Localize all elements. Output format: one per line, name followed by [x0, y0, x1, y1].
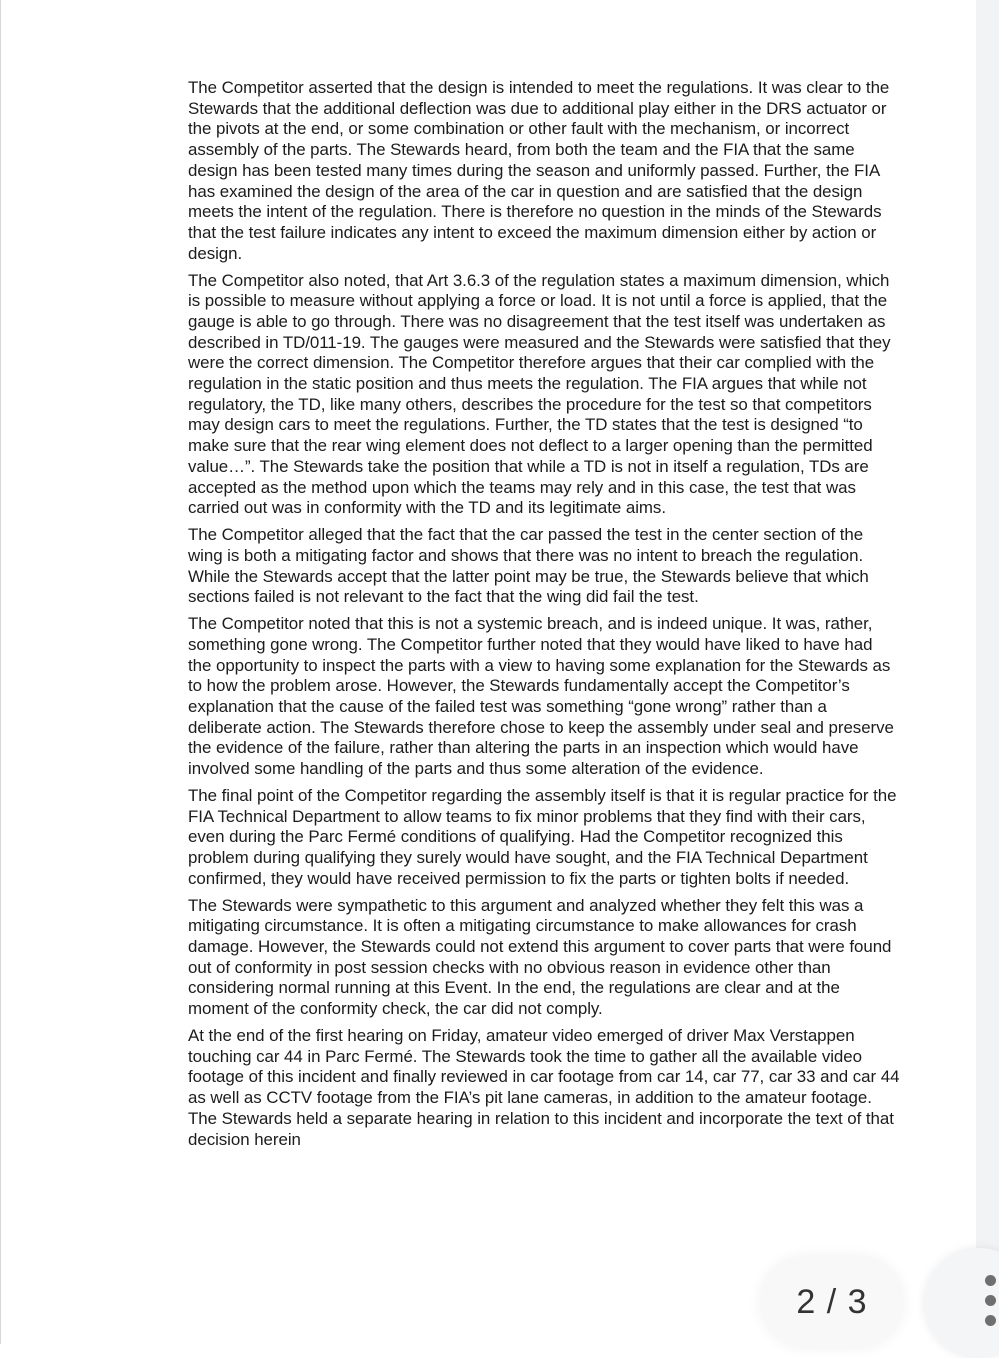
paragraph: The Stewards were sympathetic to this argument and analyzed whether they felt this was a mitigating circumstance. It is often a mitigating circumstance to make allowances for crash damage. However, the Stewards could not extend this argument to cover parts that were found out of conformity in post session checks with no obvious reason in evidence other than considering normal running at this Event. In the end, the regulations are clear and at the moment of the conformity check, the car did not comply.: [188, 895, 892, 1019]
menu-dot: [985, 1295, 996, 1306]
paragraph: The Competitor noted that this is not a systemic breach, and is indeed unique. It was, rather, something gone wrong. The Competitor further noted that they would have liked to have had the opportunity to inspect the parts with a view to having some explanation for the Stewards as to how the problem arose. However, the Stewards fundamentally accept the Competitor’s explanation that the cause of the failed test was something “gone wrong” rather than a deliberate action. The Stewards therefore chose to keep the assembly under seal and preserve the evidence of the failure, rather than altering the parts in an inspection which would have involved some handling of the parts and thus some alteration of the evidence.: [188, 614, 894, 779]
page-indicator: 2 / 3: [760, 1256, 904, 1348]
paragraph: The Competitor also noted, that Art 3.6.3 of the regulation states a maximum dimension, which is possible to measure without applying a force or load. It is not until a force is applied, that the gauge is able to go through. There was no disagreement that the test itself was undertaken as described in TD/011-19. The gauges were measured and the Stewards were satisfied that they were the correct dimension. The Competitor therefore argues that their car complied with the regulation in the static position and thus meets the regulation. The FIA argues that while not regulatory, the TD, like many others, describes the procedure for the test so that competitors may design cars to meet the regulations. Further, the TD states that the test is designed “to make sure that the rear wing element does not deflect to a larger opening than the permitted value…”. The Stewards take the position that while a TD is not in itself a regulation, TDs are accepted as the method upon which the teams may rely and in this case, the test that was carried out was in conformity with the TD and its legitimate aims.: [188, 270, 891, 518]
paragraph: The final point of the Competitor regarding the assembly itself is that it is regular practice for the FIA Technical Department to allow teams to fix minor problems that they find with their cars, even during the Parc Fermé conditions of qualifying. Had the Competitor recognized this problem during qualifying they surely would have sought, and the FIA Technical Department confirmed, they would have received permission to fix the parts or tighten bolts if needed.: [188, 785, 897, 888]
page-left-edge: [0, 0, 1, 1344]
paragraph: The Competitor asserted that the design is intended to meet the regulations. It was clear to the Stewards that the additional deflection was due to additional play either in the DRS actuator or the pivots at the end, or some combination or other fault with the mechanism, or incorrect assembly of the parts. The Stewards heard, from both the team and the FIA that the same design has been tested many times during the season and uniformly passed. Further, the FIA has examined the design of the area of the car in question and are satisfied that the design meets the intent of the regulation. There is therefore no question in the minds of the Stewards that the test failure indicates any intent to exceed the maximum dimension either by action or design.: [188, 78, 890, 263]
menu-dot: [985, 1315, 996, 1326]
paragraph: The Competitor alleged that the fact that the car passed the test in the center section of the wing is both a mitigating factor and shows that there was no intent to breach the regulation. While the Stewards accept that the latter point may be true, the Stewards believe that which sections failed is not relevant to the fact that the wing did fail the test.: [188, 525, 869, 607]
menu-dot: [985, 1275, 996, 1286]
viewer-gutter: [976, 0, 999, 1344]
document-body: [188, 78, 900, 1156]
paragraph: At the end of the first hearing on Friday, amateur video emerged of driver Max Verstappen touching car 44 in Parc Fermé. The Stewards took the time to gather all the available video footage of this incident and finally reviewed in car footage from car 14, car 77, car 33 and car 44 as well as CCTV footage from the FIA’s pit lane cameras, in addition to the amateur footage. The Stewards held a separate hearing in relation to this incident and incorporate the text of that decision herein: [188, 1026, 900, 1149]
